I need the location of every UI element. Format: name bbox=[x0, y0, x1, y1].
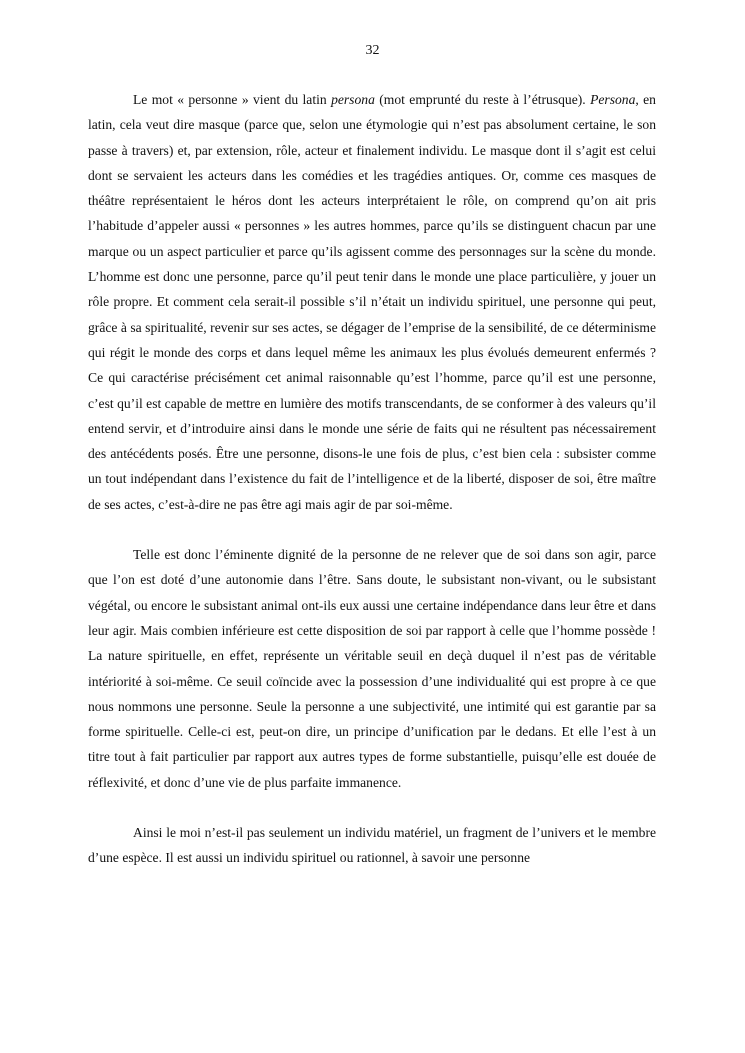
text-run: Le mot « personne » vient du latin bbox=[133, 92, 332, 107]
text-run: , en latin, cela veut dire masque (parce que, selon une étymologie qui n’est pas absolument certaine, le son passe à travers) et, par extension, rôle, acteur et finalement individu. Le masque dont il s’agit est celui dont se servaient les acteurs dans les comédies et les tragédies antiques. Or, comme ces masques de théâtre représentaient le héros dont les acteurs interprétaient le rôle, on comprend qu’on ait pris l’habitude d’appeler aussi « personnes » les autres hommes, parce qu’ils se distinguent chacun par une marque ou un aspect particulier et parce qu’ils agissent comme des personnages sur la scène du monde. L’homme est donc une personne, parce qu’il peut tenir dans le monde une place particulière, y jouer un rôle propre. Et comment cela serait-il possible s’il n’était un individu spirituel, une personne qui peut, grâce à sa spiritualité, revenir sur ses actes, se dégager de l’emprise de la sensibilité, de ce déterminisme qui régit le monde des corps et dans lequel même les animaux les plus évolués demeurent enfermés ? Ce qui caractérise précisément cet animal raisonnable qu’est l’homme, parce qu’il est une personne, c’est qu’il est capable de mettre en lumière des motifs transcendants, de se conformer à des valeurs qu’il entend servir, et d’introduire ainsi dans le monde une série de faits qui ne résultent pas nécessairement des antécédents posés. Être une personne, disons-le une fois de plus, c’est bien cela : subsister comme un tout indépendant dans l’existence du fait de l’intelligence et de la liberté, disposer de soi, être maître de ses actes, c’est-à-dire ne pas être agi mais agir de par soi-même. bbox=[88, 92, 656, 512]
body-text bbox=[88, 87, 656, 871]
latin-term-persona: Persona bbox=[590, 92, 636, 107]
page-number: 32 bbox=[365, 43, 380, 58]
text-run: (mot emprunté du reste à l’étrusque). bbox=[374, 92, 591, 107]
text-run: Ainsi le moi n’est-il pas seulement un individu matériel, un fragment de l’univers et le membre d’une espèce. Il est aussi un individu spirituel ou rationnel, à savoir une personne bbox=[88, 825, 656, 866]
paragraph-3 bbox=[88, 820, 656, 871]
latin-term-persona: persona bbox=[331, 92, 375, 107]
text-run: Telle est donc l’éminente dignité de la personne de ne relever que de soi dans son agir, parce que l’on est doté d’une autonomie dans l’être. Sans doute, le subsistant non-vivant, ou le subsistant végétal, ou encore le subsistant animal ont-ils eux aussi une certaine indépendance dans leur être et dans leur agir. Mais combien inférieure est cette disposition de soi par rapport à celle que l’homme possède ! La nature spirituelle, en effet, représente un véritable seuil en deçà duquel il n’est pas de véritable intériorité à soi-même. Ce seuil coïncide avec la possession d’une individualité qui est propre à ce que nous nommons une personne. Seule la personne a une subjectivité, une intimité qui est garantie par sa forme spirituelle. Celle-ci est, peut-on dire, un principe d’unification par le dedans. Et elle l’est à un titre tout à fait particulier par rapport aux autres types de forme substantielle, puisqu’elle est douée de réflexivité, et donc d’une vie de plus parfaite immanence. bbox=[88, 547, 656, 790]
paragraph-2 bbox=[88, 542, 656, 795]
paragraph-1 bbox=[88, 87, 656, 517]
